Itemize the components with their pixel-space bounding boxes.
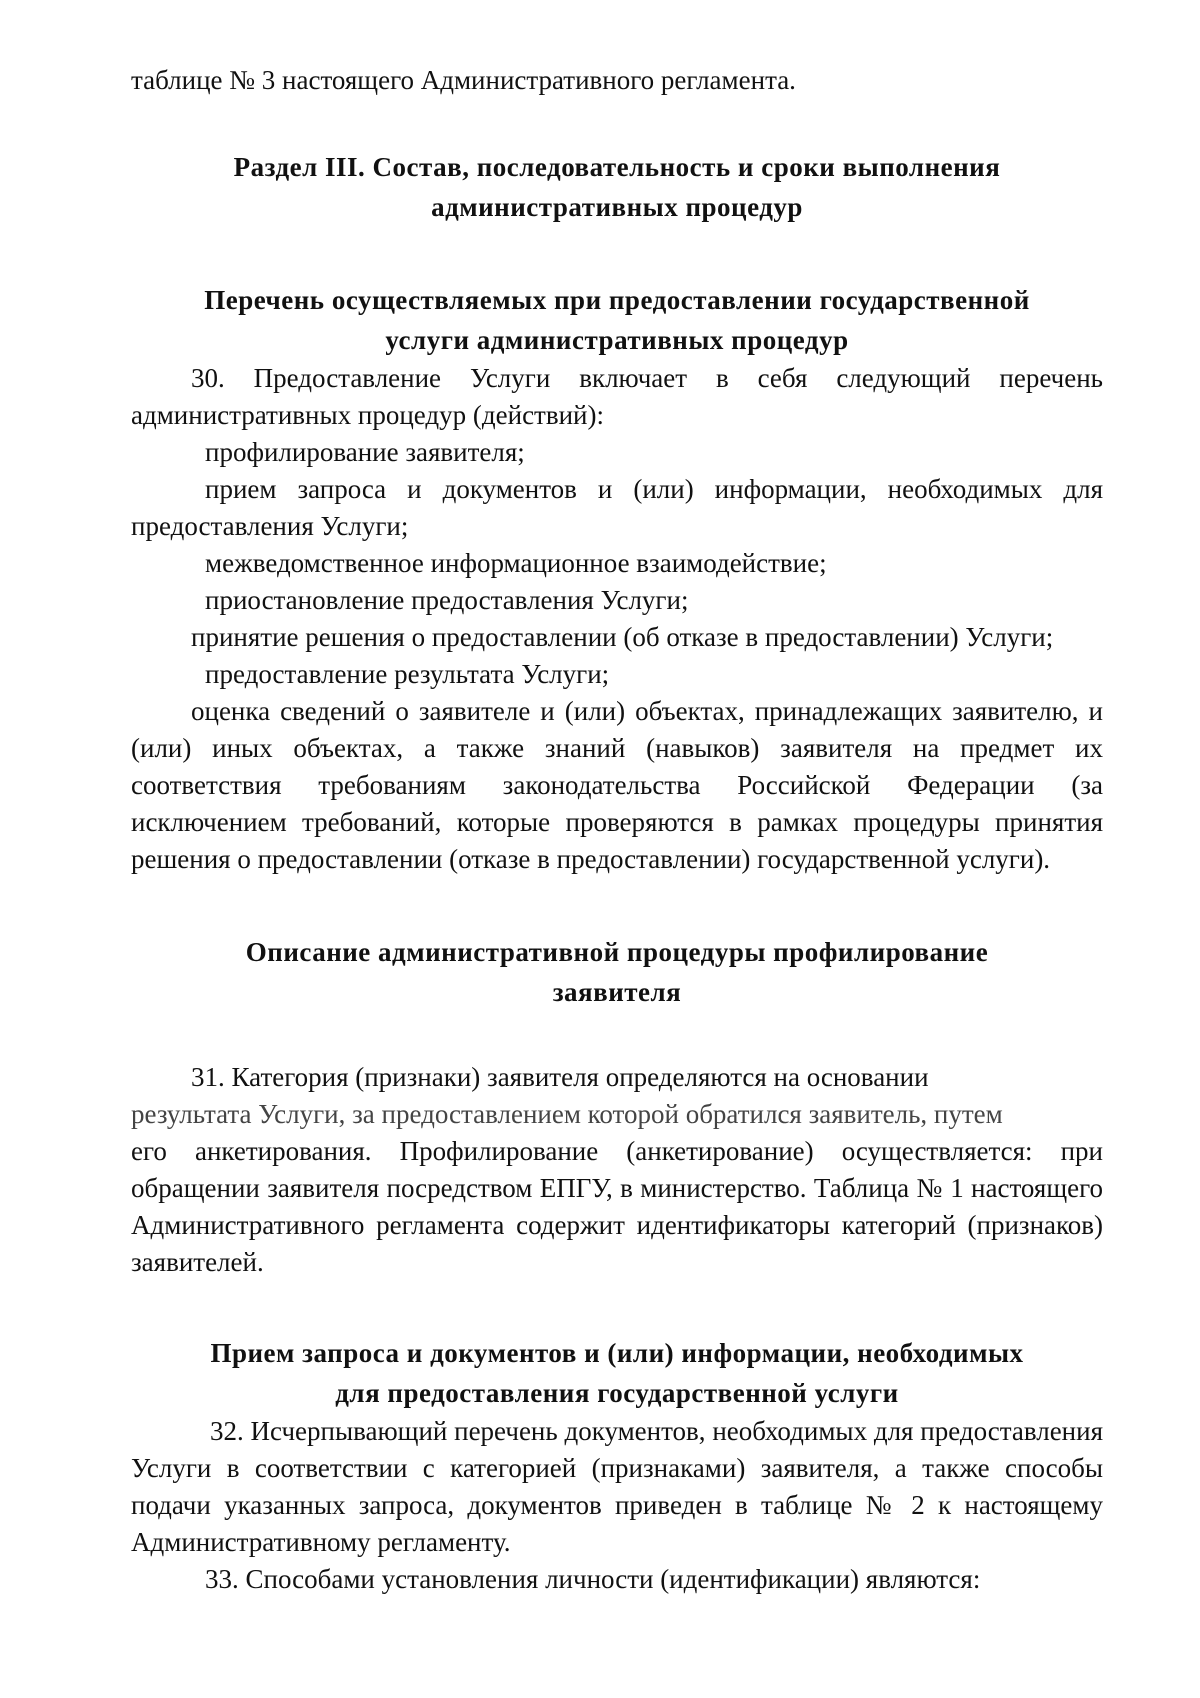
profiling-heading-line-2: заявителя [552, 977, 682, 1007]
section-heading-line-1: Раздел III. Состав, последовательность и сроки выполнения [233, 152, 1001, 182]
section-heading [131, 147, 1103, 227]
document-body [131, 62, 1103, 1598]
procedures-heading-line-1: Перечень осуществляемых при предоставлении государственной [204, 285, 1030, 315]
procedures-heading-line-2: услуги административных процедур [385, 325, 849, 355]
paragraph-31-line-1: 31. Категория (признаки) заявителя определяются на основании [191, 1062, 929, 1092]
paragraph-33: 33. Способами установления личности (идентификации) являются: [205, 1564, 981, 1594]
procedure-item: принятие решения о предоставлении (об отказе в предоставлении) Услуги; [191, 622, 1054, 652]
procedure-item: оценка сведений о заявителе и (или) объектах, принадлежащих заявителю, и (или) иных объектах, а также знаний (навыков) заявителя на предмет их соответствия требованиям законодательства Российской Федерации (за исключением требований, которые проверяются в рамках процедуры принятия решения о предоставлении (отказе в предоставлении) государственной услуги). [131, 696, 1103, 874]
intro-line: таблице № 3 настоящего Административного регламента. [131, 65, 796, 95]
paragraph-30: 30. Предоставление Услуги включает в себя следующий перечень административных процедур (действий): [131, 363, 1103, 430]
reception-heading-line-1: Прием запроса и документов и (или) информации, необходимых [210, 1338, 1024, 1368]
procedure-item: приостановление предоставления Услуги; [205, 585, 689, 615]
procedures-heading [131, 280, 1103, 360]
profiling-heading [131, 932, 1103, 1012]
paragraph-32: 32. Исчерпывающий перечень документов, необходимых для предоставления Услуги в соответствии с категорией (признаками) заявителя, а также способы подачи указанных запроса, документов приведен в таблице № 2 к настоящему Административному регламенту. [131, 1416, 1103, 1557]
procedure-item: прием запроса и документов и (или) информации, необходимых для предоставления Услуги; [131, 474, 1103, 541]
reception-heading-line-2: для предоставления государственной услуги [335, 1378, 899, 1408]
paragraph-31-rest: его анкетирования. Профилирование (анкетирование) осуществляется: при обращении заявителя посредством ЕПГУ, в министерство. Таблица № 1 настоящего Административного регламента содержит идентификаторы категорий (признаков) заявителей. [131, 1136, 1103, 1277]
reception-heading [131, 1333, 1103, 1413]
profiling-heading-line-1: Описание административной процедуры профилирование [245, 937, 989, 967]
procedure-item: межведомственное информационное взаимодействие; [205, 548, 827, 578]
procedure-item: предоставление результата Услуги; [205, 659, 610, 689]
paragraph-31 [131, 1059, 1103, 1281]
section-heading-line-2: административных процедур [431, 192, 803, 222]
paragraph-31-line-2: результата Услуги, за предоставлением которой обратился заявитель, путем [131, 1099, 1003, 1129]
procedure-item: профилирование заявителя; [205, 437, 525, 467]
